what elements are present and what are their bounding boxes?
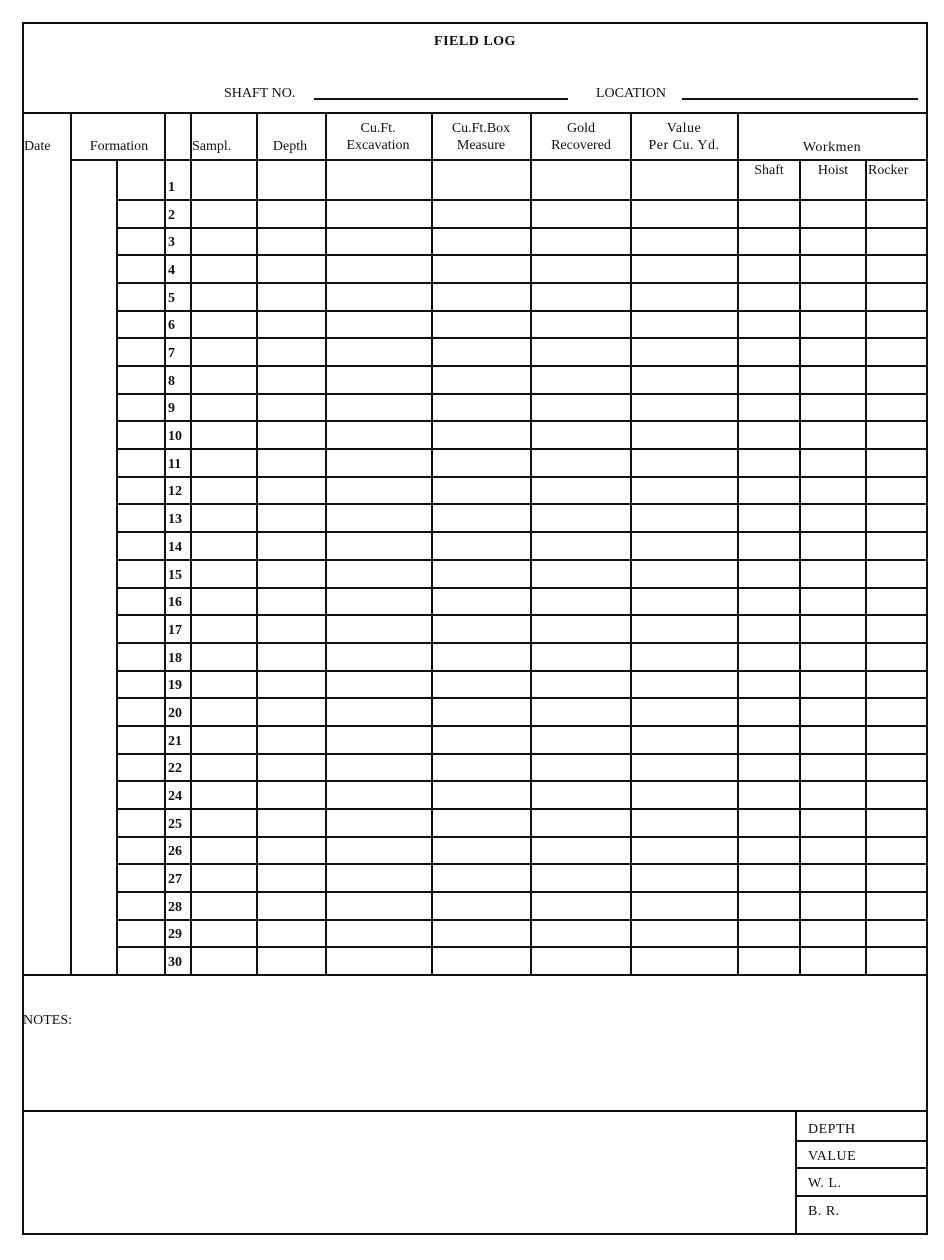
log-row[interactable]	[192, 838, 926, 863]
shaft-no-label: SHAFT NO.	[224, 86, 296, 101]
col-box-measure-line2: Measure	[456, 138, 506, 153]
log-row[interactable]	[192, 533, 926, 559]
summary-line-2	[795, 1167, 928, 1169]
row-number: 1	[168, 180, 175, 195]
log-row[interactable]	[192, 672, 926, 697]
summary-line-1	[795, 1140, 928, 1142]
col-workmen-header: Workmen	[802, 140, 862, 155]
col-formation-header: Formation	[89, 139, 149, 154]
log-row[interactable]	[192, 948, 926, 974]
col-rocker-header: Rocker	[868, 163, 909, 178]
location-field[interactable]	[682, 84, 918, 100]
col-depth-header: Depth	[272, 139, 308, 154]
location-label: LOCATION	[596, 86, 666, 101]
log-row[interactable]	[192, 893, 926, 919]
col-box-measure-line1: Cu.Ft.Box	[451, 121, 511, 136]
row-number: 22	[168, 761, 182, 776]
log-row[interactable]	[192, 161, 926, 199]
col-box-measure-header	[432, 120, 530, 154]
form-title: FIELD LOG	[434, 34, 516, 49]
column-divider	[164, 112, 166, 976]
log-row[interactable]	[192, 727, 926, 753]
row-number: 15	[168, 568, 182, 583]
row-number: 24	[168, 789, 182, 804]
log-row[interactable]	[192, 699, 926, 725]
notes-label: NOTES:	[23, 1013, 72, 1028]
row-number: 25	[168, 817, 182, 832]
table-bottom-line	[22, 974, 928, 976]
summary-depth-label: DEPTH	[808, 1122, 856, 1137]
form-top-border	[22, 22, 928, 24]
summary-value-label: VALUE	[808, 1149, 857, 1164]
col-date-header: Date	[24, 139, 51, 154]
log-row[interactable]	[192, 589, 926, 614]
col-hoist-header: Hoist	[817, 163, 849, 178]
log-row[interactable]	[192, 561, 926, 587]
row-number: 11	[168, 457, 182, 472]
log-row[interactable]	[192, 450, 926, 476]
form-bottom-border	[22, 1233, 928, 1235]
summary-wl-label: W. L.	[808, 1176, 842, 1191]
log-row[interactable]	[192, 616, 926, 642]
row-number: 30	[168, 955, 182, 970]
log-row[interactable]	[192, 312, 926, 337]
row-number: 13	[168, 512, 182, 527]
log-row[interactable]	[192, 755, 926, 780]
log-row[interactable]	[192, 395, 926, 420]
col-value-line1: Value	[666, 121, 702, 136]
log-row[interactable]	[192, 256, 926, 282]
shaft-no-field[interactable]	[314, 84, 568, 100]
col-excavation-line2: Excavation	[346, 138, 410, 153]
summary-line-3	[795, 1195, 928, 1197]
col-excavation-line1: Cu.Ft.	[360, 121, 396, 136]
log-row[interactable]	[192, 201, 926, 227]
notes-area[interactable]	[24, 1032, 924, 1108]
row-number: 3	[168, 235, 175, 250]
col-gold-line1: Gold	[567, 121, 595, 136]
log-row[interactable]	[192, 478, 926, 503]
col-value-line2: Per Cu. Yd.	[648, 138, 720, 153]
log-row[interactable]	[192, 229, 926, 254]
row-number: 28	[168, 900, 182, 915]
row-number: 4	[168, 263, 175, 278]
col-gold-line2: Recovered	[551, 138, 611, 153]
row-number: 2	[168, 208, 175, 223]
row-number: 17	[168, 623, 182, 638]
notes-bottom-line	[22, 1110, 928, 1112]
col-gold-header	[532, 120, 630, 154]
row-number: 16	[168, 595, 182, 610]
row-number: 29	[168, 927, 182, 942]
summary-br-label: B. R.	[808, 1204, 840, 1219]
row-number: 12	[168, 484, 182, 499]
log-row[interactable]	[192, 865, 926, 891]
row-number: 20	[168, 706, 182, 721]
log-row[interactable]	[192, 284, 926, 310]
form-right-border	[926, 22, 928, 1235]
log-row[interactable]	[192, 505, 926, 531]
log-row[interactable]	[192, 644, 926, 670]
row-number: 5	[168, 291, 175, 306]
row-number: 27	[168, 872, 182, 887]
row-number: 6	[168, 318, 175, 333]
log-row[interactable]	[192, 367, 926, 393]
row-number: 7	[168, 346, 175, 361]
row-number: 14	[168, 540, 182, 555]
log-row[interactable]	[192, 921, 926, 946]
row-number: 9	[168, 401, 175, 416]
col-excavation-header	[326, 120, 430, 154]
table-header-top-line	[22, 112, 928, 114]
row-number: 19	[168, 678, 182, 693]
log-row[interactable]	[192, 339, 926, 365]
log-row[interactable]	[192, 422, 926, 448]
row-number: 26	[168, 844, 182, 859]
column-divider	[70, 112, 72, 976]
log-row[interactable]	[192, 810, 926, 836]
row-number: 10	[168, 429, 182, 444]
log-row[interactable]	[192, 782, 926, 808]
col-sample-header: Sampl.	[192, 139, 232, 154]
col-value-header	[632, 120, 736, 154]
row-number: 21	[168, 734, 182, 749]
col-shaft-header: Shaft	[754, 163, 784, 178]
row-number: 8	[168, 374, 175, 389]
row-number: 18	[168, 651, 182, 666]
summary-box-left	[795, 1110, 797, 1234]
